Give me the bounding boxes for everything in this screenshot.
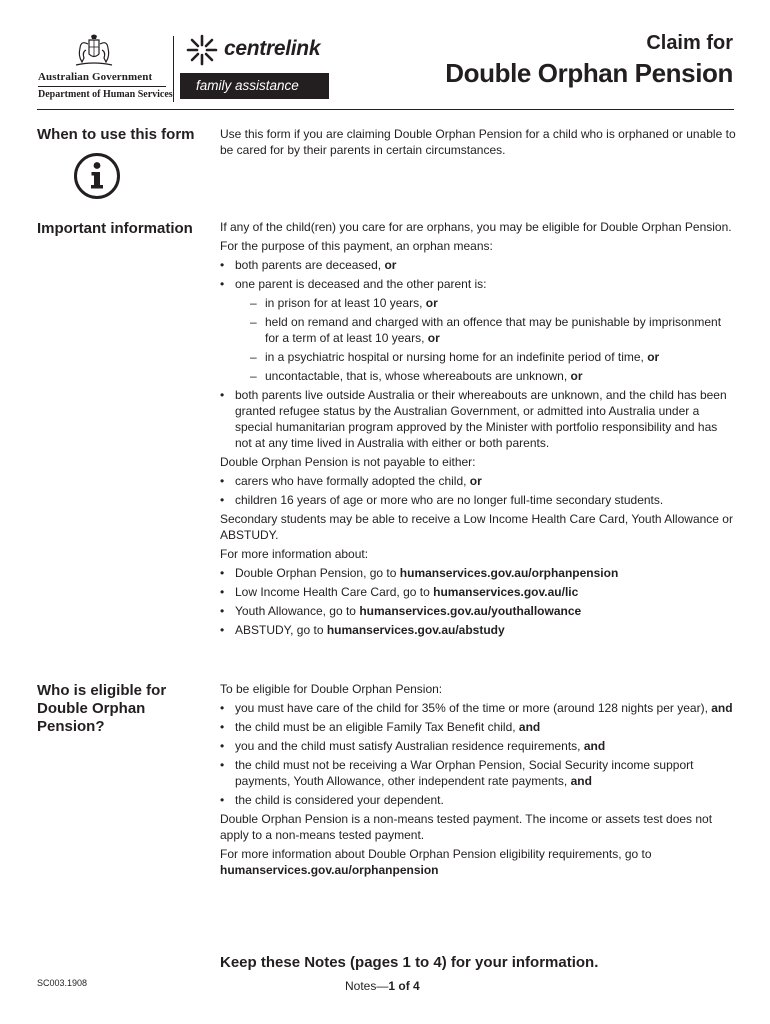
paragraph: Double Orphan Pension is a non-means tested payment. The income or assets test does not apply to a non-means tested payment.	[220, 812, 713, 842]
sub-list-item-text: held on remand and charged with an offence that may be punishable by imprisonment for a term of at least 10 years,	[265, 315, 722, 345]
list-item-text: children 16 years of age or more who are no longer full-time secondary students.	[235, 493, 664, 507]
who-is-eligible-body	[220, 681, 736, 881]
list-item-text: the child must be an eligible Family Tax Benefit child,	[235, 720, 519, 734]
paragraph: If any of the child(ren) you care for are orphans, you may be eligible for Double Orphan Pension.	[220, 220, 732, 234]
and-connector: and	[583, 739, 606, 753]
more-info-links-list	[220, 565, 736, 638]
centrelink-star-icon	[186, 34, 218, 66]
link-description: Double Orphan Pension, go to	[235, 566, 400, 580]
or-connector: or	[425, 296, 438, 310]
list-item	[220, 276, 736, 384]
form-code: SC003.1908	[37, 978, 88, 988]
list-item-text: you must have care of the child for 35% of the time or more (around 128 nights per year),	[235, 701, 712, 715]
list-item	[220, 622, 736, 638]
list-item	[220, 257, 736, 273]
eligibility-list	[220, 700, 736, 808]
page-count: 1 of 4	[388, 979, 420, 993]
paragraph: Double Orphan Pension is not payable to either:	[220, 455, 476, 469]
list-item	[220, 700, 736, 716]
link-description: ABSTUDY, go to	[235, 623, 327, 637]
when-to-use-text: Use this form if you are claiming Double Orphan Pension for a child who is orphaned or unable to be cared for by their parents in certain circumstances.	[220, 127, 736, 157]
list-item	[220, 584, 736, 600]
or-connector: or	[570, 369, 583, 383]
notes-label: Notes—	[345, 979, 389, 993]
youthallowance-link[interactable]: humanservices.gov.au/youthallowance	[359, 604, 582, 618]
list-item-text: both parents are deceased,	[235, 258, 385, 272]
orphan-definition-list	[220, 257, 736, 451]
paragraph: For more information about:	[220, 547, 369, 561]
abstudy-link[interactable]: humanservices.gov.au/abstudy	[326, 623, 505, 637]
not-payable-list	[220, 473, 736, 508]
and-connector: and	[518, 720, 541, 734]
important-information-body	[220, 219, 736, 641]
list-item	[220, 387, 736, 451]
link-description: Low Income Health Care Card, go to	[235, 585, 434, 599]
list-item-text: one parent is deceased and the other parent is:	[235, 277, 487, 291]
header-divider	[173, 36, 174, 102]
list-item-text: you and the child must satisfy Australian residence requirements,	[235, 739, 584, 753]
list-item	[220, 603, 736, 619]
list-item-text: carers who have formally adopted the child,	[235, 474, 470, 488]
or-connector: or	[384, 258, 397, 272]
info-icon	[73, 152, 121, 200]
sub-list	[235, 295, 736, 384]
orphanpension-eligibility-link[interactable]: humanservices.gov.au/orphanpension	[220, 863, 439, 877]
who-is-eligible-heading: Who is eligible for Double Orphan Pension?	[37, 682, 167, 735]
link-description: Youth Allowance, go to	[235, 604, 360, 618]
list-item	[220, 792, 736, 808]
paragraph: To be eligible for Double Orphan Pension:	[220, 682, 443, 696]
header-rule	[37, 109, 734, 110]
coat-of-arms-icon	[72, 32, 116, 70]
sub-list-item	[235, 368, 736, 384]
paragraph	[220, 846, 736, 878]
and-connector: and	[570, 774, 592, 788]
list-item	[220, 738, 736, 754]
sub-list-item-text: in a psychiatric hospital or nursing home for an indefinite period of time,	[265, 350, 648, 364]
family-assistance-banner: family assistance	[180, 73, 329, 99]
list-item-text: the child must not be receiving a War Orphan Pension, Social Security income support payments, Youth Allowance, other independent rate payments,	[235, 758, 694, 788]
or-connector: or	[647, 350, 660, 364]
form-title: Double Orphan Pension	[445, 58, 733, 88]
or-connector: or	[427, 331, 440, 345]
government-rule	[38, 86, 166, 87]
sub-list-item	[235, 295, 736, 311]
orphanpension-link[interactable]: humanservices.gov.au/orphanpension	[399, 566, 619, 580]
paragraph: Secondary students may be able to receive a Low Income Health Care Card, Youth Allowance or ABSTUDY.	[220, 512, 733, 542]
government-name: Australian Government	[38, 71, 153, 83]
list-item	[220, 719, 736, 735]
sub-list-item	[235, 314, 736, 346]
centrelink-wordmark: centrelink	[224, 37, 321, 60]
form-header	[0, 0, 770, 110]
sub-list-item	[235, 349, 736, 365]
lic-link[interactable]: humanservices.gov.au/lic	[433, 585, 579, 599]
list-item	[220, 492, 736, 508]
list-item-text: both parents live outside Australia or their whereabouts are unknown, and the child has been granted refugee status by the Australian Government, or admitted into Australia under a special humanitarian program approved by the Minister with portfolio responsibility and has not at any time lived in Australia with either or both parents.	[235, 388, 727, 450]
sub-list-item-text: uncontactable, that is, whose whereabouts are unknown,	[265, 369, 571, 383]
keep-notes-notice: Keep these Notes (pages 1 to 4) for your information.	[220, 954, 599, 971]
important-information-heading: Important information	[37, 220, 193, 237]
list-item	[220, 757, 736, 789]
and-connector: and	[711, 701, 733, 715]
paragraph: For the purpose of this payment, an orphan means:	[220, 239, 493, 253]
paragraph-text: For more information about Double Orphan Pension eligibility requirements, go to	[220, 847, 652, 861]
list-item	[220, 473, 736, 489]
list-item	[220, 565, 736, 581]
sub-list-item-text: in prison for at least 10 years,	[265, 296, 426, 310]
or-connector: or	[469, 474, 482, 488]
list-item-text: the child is considered your dependent.	[235, 793, 444, 807]
department-name: Department of Human Services	[38, 89, 173, 100]
when-to-use-heading: When to use this form	[37, 126, 195, 143]
claim-for-label: Claim for	[646, 32, 733, 54]
page-number	[345, 979, 420, 993]
when-to-use-body	[220, 126, 736, 161]
